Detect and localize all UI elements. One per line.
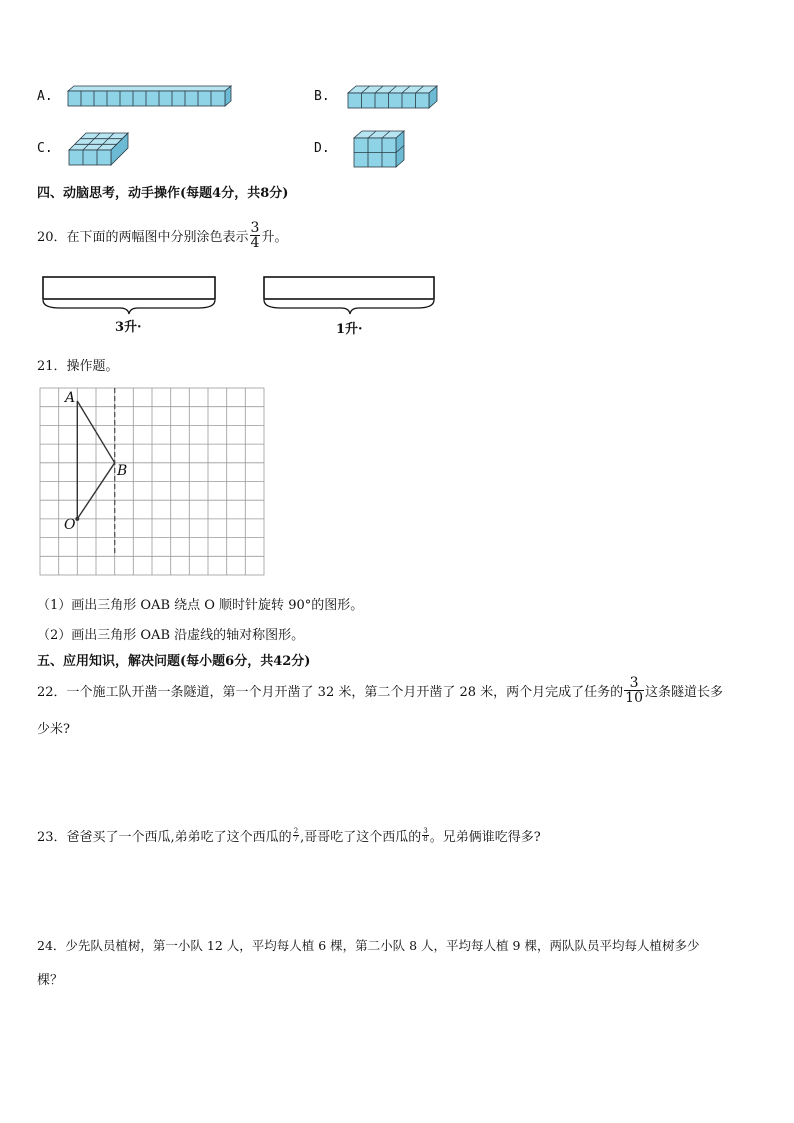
option-b-figure bbox=[345, 84, 441, 110]
option-c-label: C. bbox=[37, 141, 53, 156]
q21-sub2: （2）画出三角形 OAB 沿虚线的轴对称图形。 bbox=[37, 628, 305, 643]
q21-grid-figure[interactable] bbox=[38, 386, 268, 578]
q20-frac-den: 4 bbox=[250, 234, 260, 251]
q23-text bbox=[37, 824, 541, 846]
q22-frac-den: 10 bbox=[625, 689, 643, 706]
option-a-figure bbox=[65, 85, 235, 107]
point-o-label: O bbox=[64, 517, 76, 533]
q20-bar-3l[interactable] bbox=[40, 272, 220, 316]
q23-frac1-num: 2 bbox=[293, 826, 299, 835]
q23-fraction-2 bbox=[422, 828, 428, 843]
point-a-label: A bbox=[65, 390, 76, 406]
q21-title: 21．操作题。 bbox=[37, 359, 119, 374]
point-b-label: B bbox=[117, 463, 128, 479]
q22-suffix: 这条隧道长多 bbox=[644, 684, 723, 700]
option-b-label: B. bbox=[314, 89, 330, 104]
q20-suffix: 升。 bbox=[261, 229, 288, 245]
q23-fraction-1 bbox=[293, 828, 299, 843]
q24-line1: 24．少先队员植树，第一小队 12 人，平均每人植 6 棵，第二小队 8 人，平均每人植 9 棵，两队队员平均每人植树多少 bbox=[37, 938, 700, 953]
q23-frac2-den: 8 bbox=[423, 834, 428, 843]
q20-fraction bbox=[250, 221, 261, 250]
q23-middle: ,哥哥吃了这个西瓜的 bbox=[300, 829, 422, 845]
section4-heading: 四、动脑思考，动手操作(每题4分，共8分) bbox=[37, 186, 289, 201]
option-d-figure bbox=[351, 128, 407, 170]
q20-label-1l: 1升· bbox=[336, 322, 363, 337]
option-d-label: D. bbox=[314, 141, 330, 156]
q20-frac-num: 3 bbox=[250, 219, 260, 236]
option-a-label: A. bbox=[37, 89, 53, 104]
q23-frac1-den: 7 bbox=[293, 834, 299, 843]
q22-prefix: 22．一个施工队开凿一条隧道，第一个月开凿了 32 米，第二个月开凿了 28 米，两个月完成了任务的 bbox=[37, 684, 624, 700]
q20-text bbox=[37, 220, 287, 250]
q23-suffix: 。兄弟俩谁吃得多? bbox=[429, 829, 541, 845]
q20-prefix: 20．在下面的两幅图中分别涂色表示 bbox=[37, 229, 249, 245]
q21-sub1: （1）画出三角形 OAB 绕点 O 顺时针旋转 90°的图形。 bbox=[37, 598, 364, 613]
q23-prefix: 23．爸爸买了一个西瓜,弟弟吃了这个西瓜的 bbox=[37, 829, 292, 845]
q20-bar-1l[interactable] bbox=[260, 272, 440, 316]
section5-heading: 五、应用知识，解决问题(每小题6分，共42分) bbox=[37, 654, 311, 669]
q23-frac2-num: 3 bbox=[423, 826, 428, 835]
q22-line2: 少米? bbox=[37, 722, 70, 737]
q20-label-3l: 3升· bbox=[115, 320, 142, 335]
q22-fraction bbox=[624, 676, 644, 705]
q22-frac-num: 3 bbox=[624, 676, 644, 691]
option-c-figure bbox=[66, 129, 132, 167]
q22-line1 bbox=[37, 674, 723, 706]
q24-line2: 棵？ bbox=[37, 973, 64, 988]
